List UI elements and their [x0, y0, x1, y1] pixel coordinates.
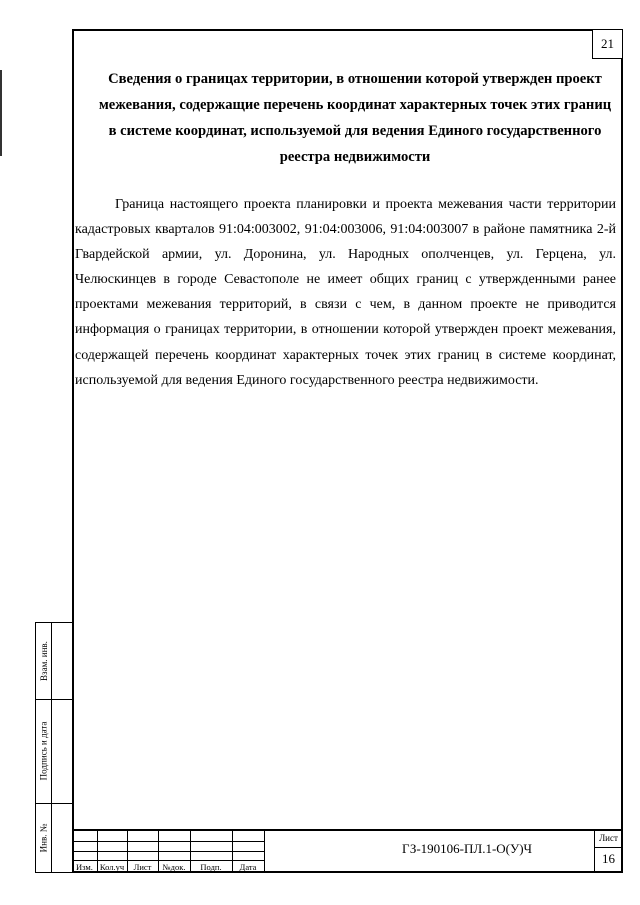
side-stamp-divider [51, 623, 52, 872]
side-label-replace-inv: Взам. инв. [38, 641, 49, 681]
section-heading: Сведения о границах территории, в отношении которой утвержден проект межевания, содержащие перечень координат характерных точек этих границ в системе координат, используемой для ведения Единого государственного реестра недвижимости [98, 71, 612, 165]
title-block [72, 829, 623, 873]
title-block-row-line [72, 851, 264, 852]
document-code: ГЗ-190106-ПЛ.1-О(У)Ч [402, 841, 532, 856]
title-block-row-line [72, 841, 264, 842]
col-label-data: Дата [239, 862, 257, 872]
col-label-koluch: Кол.уч [99, 862, 125, 872]
sheet-label: Лист [599, 833, 618, 843]
scan-edge-mark [0, 70, 2, 156]
side-label-inv-no: Инв. № [38, 823, 49, 853]
side-label-sign-date: Подпись и дата [38, 721, 49, 781]
body-paragraph: Граница настоящего проекта планировки и проекта межевания части территории кадастровых кварталов 91:04:003002, 91:04:003006, 91:04:003007 в районе памятника 2-й Гвардейской армии, ул. Доронина, ул. Народных ополченцев, ул. Герцена, ул. Челюскинцев в городе Севастополе не имеет общих границ с утвержденными ранее проектами межевания территорий, в связи с чем, в данном проекте не приводится информация о границах территории, в отношении которой утвержден проект межевания, содержащей перечень координат характерных точек этих границ в системе координат, используемой для ведения Единого государственного реестра недвижимости. [75, 197, 616, 388]
sheet-number: 16 [602, 851, 615, 866]
col-label-list: Лист [133, 862, 152, 872]
col-label-izm: Изм. [76, 862, 93, 872]
col-label-podp: Подп. [200, 862, 222, 872]
title-block-row-line [72, 860, 264, 861]
page-number: 21 [601, 36, 614, 51]
col-label-ndok: №док. [162, 862, 186, 872]
side-stamp [35, 622, 72, 873]
title-block-col-line [264, 831, 265, 873]
page-number-box [592, 29, 623, 59]
